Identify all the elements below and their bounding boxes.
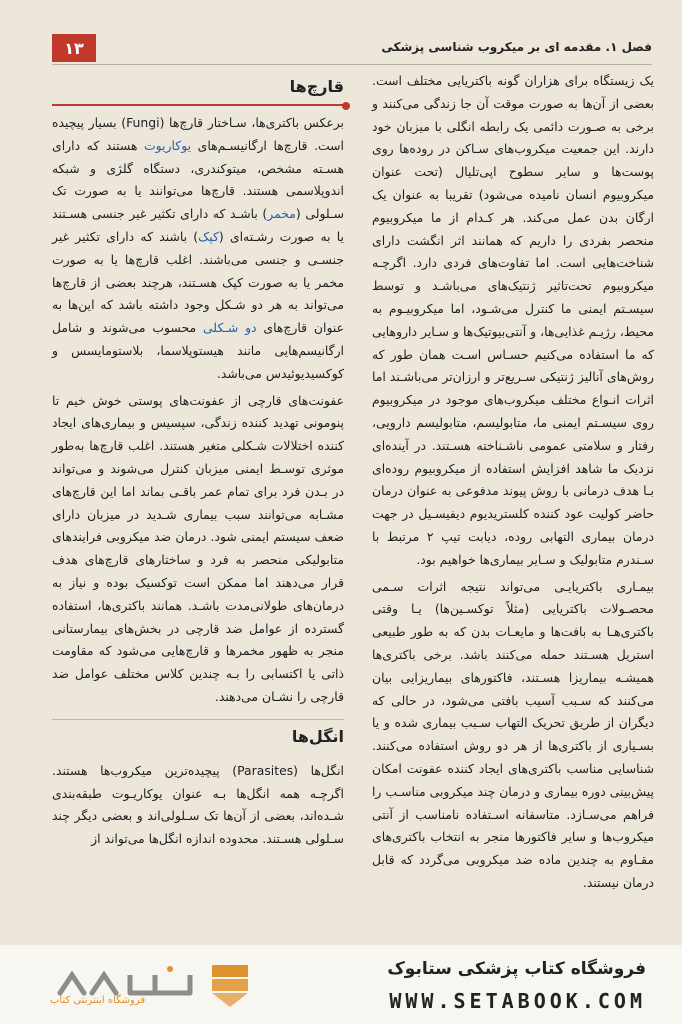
- highlight-term: دو شـکلی: [202, 320, 257, 336]
- paragraph-parasites: انگل‌ها (Parasites) پیچیده‌ترین میکروب‌ها هستند. اگرچـه همه انگل‌ها بـه عنوان یوکاریـوت طبقه‌بندی شـده‌اند، بعضی از آن‌ها تک سـلولی‌اند و بعضی دیگر چند سـلولی هسـتند. محدوده اندازه انگل‌ها می‌تواند از: [52, 762, 344, 847]
- left-column: [52, 70, 344, 855]
- highlight-term: مخمر: [267, 206, 296, 222]
- paragraph-bacterial-disease: بیمـاری باکتریایـی می‌تواند نتیجه اثرات سـمی محصـولات باکتریایی (مثلاً توکسـین‌ها) یـا وقتی باکتری‌هـا به بافت‌ها و مایعـات بدن که به طور طبیعی استریل هسـتند حمله می‌کنند باشد. برخی باکتری‌ها همیشـه بیماریزا هسـتند، فاکتورهای بیماریزایی بیان می‌کنند که سـبب آسیب بافتی می‌شود، در حالی که دیگران از طریق تحریک التهاب سـبب بیماری شده و یا بسـیاری از باکتری‌ها از هر دو روش استفاده می‌کنند. شناسایی مناسب باکتری‌های ایجاد کننده عفونت امکان پیش‌بینی دوره بیماری و درمان چند میکروبی مناسـب را فراهم می‌سـازد. متاسفانه اسـتفاده نامناسب از آنتی میکروب‌ها و سایر فاکتورها منجر به انتخاب باکتری‌های مقـاوم به چندین ماده ضد میکروبی می‌گردد که قابل درمان نیستند.: [371, 578, 654, 890]
- chapter-title: فصل ۱. مقدمه ای بر میکروب شناسی پزشکی: [381, 40, 652, 54]
- highlight-term: یوکاریوت: [144, 137, 192, 153]
- logo-subtitle: فروشگاه اینترنتی کتاب: [50, 995, 146, 1006]
- parasites-heading: انگل‌ها: [291, 726, 344, 746]
- fungi-heading: قارچ‌ها: [289, 77, 344, 96]
- paragraph-fungi-structure: برعکس باکتری‌ها، سـاختار قارچ‌ها (Fungi) بسیار پیچیده است. قارچ‌ها ارگانیسـم‌های یوکاریوت هستند که دارای هسـته مشخص، میتوکندری، دستگاه گلژی و شبکه اندوپلاسمی هستند. قارچ‌ها می‌توانند یا به صورت تک سـلولی (مخمر) باشـد که دارای تکثیر غیر جنسی هسـتند یا به صورت رشـته‌ای (کپک) باشند که دارای تکثیر غیر جنسـی و جنسی می‌باشند. اغلب قارچ‌ها یا به صورت مخمر یا به صورت کپک هسـتند، هرچند بعضی از قارچ‌ها می‌تواند به هر دو شـکل وجود داشته باشد که این‌ها به عنوان قارچ‌های دو شـکلی محسوب می‌شوند و شامل ارگانیسم‌هایی مانند هیستوپلاسما، بلاستومایسس و کوکسیدیوئیدس می‌باشد.: [52, 115, 345, 381]
- highlight-term: کپک: [198, 228, 219, 244]
- shop-url[interactable]: WWW.SETABOOK.COM: [389, 989, 646, 1013]
- page-header: [52, 34, 652, 65]
- store-footer-banner: [0, 945, 682, 1024]
- right-column: [372, 70, 654, 899]
- fungi-section-header: [52, 70, 344, 106]
- setabook-wordmark-logo: [40, 955, 200, 1015]
- page-number: ۱۳: [52, 34, 96, 62]
- parasites-section-header: [52, 719, 344, 754]
- heading-marker: [342, 102, 350, 110]
- shop-name: فروشگاه کتاب پزشکی ستابوک: [387, 959, 646, 979]
- setabook-logo-icon: [208, 959, 252, 1009]
- paragraph-fungal-infections: عفونت‌های قارچی از عفونت‌های پوستی خوش خیم تا پنومونی تهدید کننده زندگی، سپسیس و بیماری‌های ایجاد کننده اختلالات شـکلی متغیر هستند. اغلب قارچ‌ها به‌طور موثری توسـط ایمنی میزبان کنترل می‌شوند و می‌تواند در بـدن فرد برای تمام عمر باقـی بماند اما این قارچ‌های مشـابه می‌توانند سبب بیماری شـدید در میزبان دارای ضعف سیستم ایمنی شود. درمان ضد میکروبی فرایندهای متابولیکی منحصر به فرد و ساختارهای قارچ‌های هدف قرار می‌دهند اما ممکن است توکسیک بوده و نیاز به درمان‌های طولانی‌مدت باشـد. همانند باکتری‌ها، استفاده گسترده از عوامل ضد قارچی در بخش‌های بیمارستانی منجر به ظهور مخمرها و قارچ‌هایی می‌شود که مقاومت ذاتی یا اکتسابی را بـه چندین کلاس مختلف عوامل ضد قارچی را نشـان می‌دهند.: [52, 392, 344, 704]
- paragraph-microbiome: یک زیستگاه برای هزاران گونه باکتریایی مختلف است. بعضی از آن‌ها به صورت موقت آن جا زندگی می‌کنند و برخی به صـورت دائمی یک رابطه انگلی با میزبان خود دارند. این جمعیت میکروب‌های سـاکن در روده‌ها روی پوست‌ها و سایر سطوح اپی‌تلیال (تحت عنوان میکروبیوم انسان نامیده می‌شود) تقریبا به عنوان یک ارگان بدن عمل می‌کند. هر کـدام از ما میکروبیوم منحصر بفردی را داریم که همانند اثر انگشت دارای شناخت‌هایی است. اما تفاوت‌های فردی دارد. اگرچـه میکروبیوم تحت‌تاثیر ژنتیک‌های می‌باشـد و توسط سیسـتم ایمنی ما کنترل می‌شـود، اما میکروبیـوم به محیط، رژیـم غذایی‌ها، و آنتی‌بیوتیک‌ها و سـایر داروهایی که ما استفاده می‌کنیم حسـاس اسـت همان طور که روش‌های آنالیز ژنتیکی سـریع‌تر و ارزان‌تر می‌باشـند اما اثرات انـواع مختلف میکروب‌های موجود در میکروبیوم روی سیسـتم ایمنی ما، متابولیسم، متابولیسم دارویی، رفتار و سلامتی عمومی ناشـناخته هسـتند. در آینده‌ای نزدیک ما شاهد افزایش استفاده از میکروبیوم روده‌ای بـا هدف درمانی با روش پیوند مدفوعی به عنوان درمان حاضر کولیت عود کننده کلستریدیوم دیفیسـیل در جهت درمان بیماری التهابی روده، دیابت تیپ ۲ مرتبط با سـندرم متابولیک و سـایر بیماری‌ها خواهیم بود.: [372, 73, 654, 567]
